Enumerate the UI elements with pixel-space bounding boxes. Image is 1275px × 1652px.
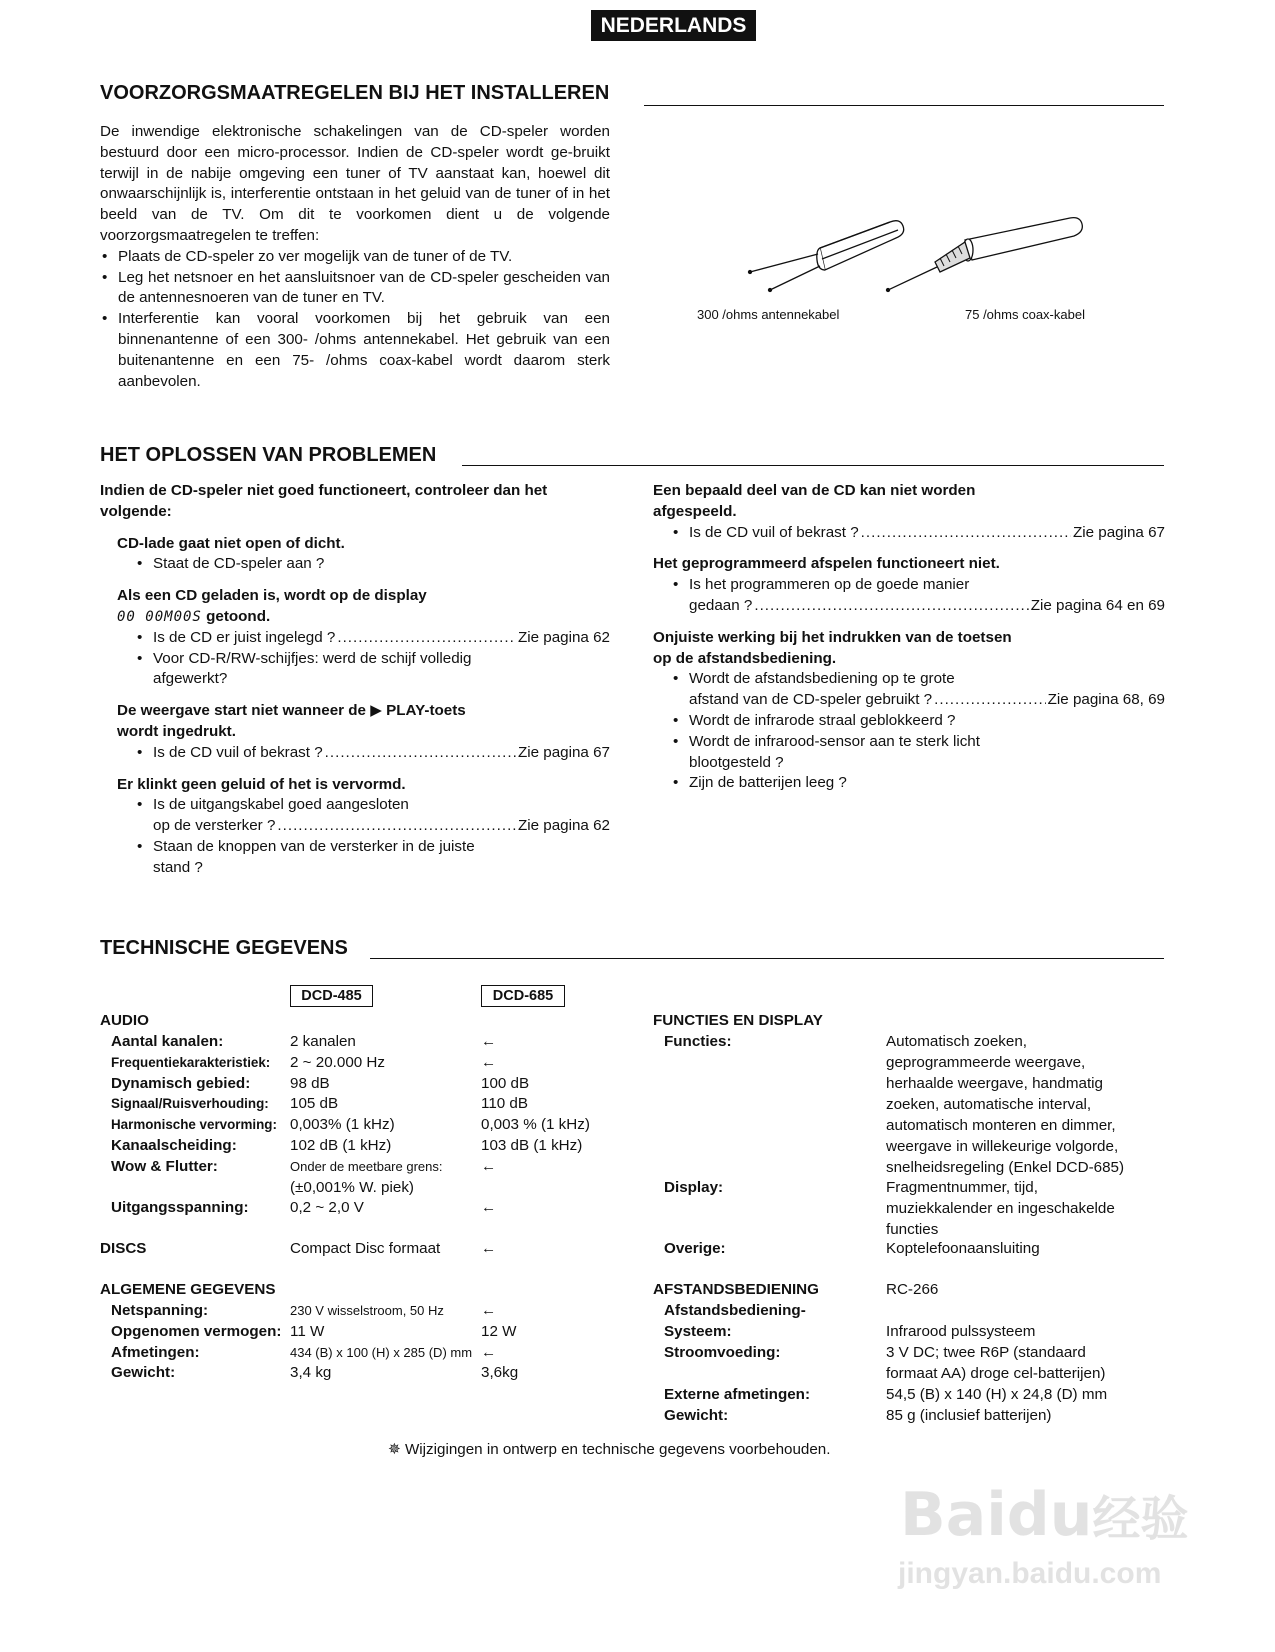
problem-check: • Zijn de batterijen leeg ? bbox=[671, 773, 1165, 794]
spec-value-a: Compact Disc formaat bbox=[290, 1240, 441, 1257]
fig-label-300-ohm: 300 /ohms antennekabel bbox=[697, 307, 840, 322]
spec-value-b: 100 dB bbox=[481, 1074, 530, 1092]
trouble-right-column bbox=[653, 481, 1165, 794]
model-badge-dcd-685: DCD-685 bbox=[481, 985, 565, 1007]
spec-value-a: 2 ~ 20.000 Hz bbox=[290, 1053, 385, 1071]
problem-check bbox=[135, 743, 610, 764]
problem-heading: CD-lade gaat niet open of dicht. bbox=[117, 534, 345, 552]
watermark-cn: 经验 bbox=[1092, 1491, 1189, 1547]
spec-value-b: ← bbox=[481, 1240, 497, 1257]
model-badge-dcd-485: DCD-485 bbox=[290, 985, 373, 1007]
problem-heading: Een bepaald deel van de CD kan niet worden bbox=[653, 482, 976, 499]
section-title-specifications: TECHNISCHE GEGEVENS bbox=[100, 937, 348, 959]
spec-group-audio: AUDIO bbox=[100, 1012, 149, 1029]
watermark-url: jingyan.baidu.com bbox=[898, 1557, 1162, 1590]
spec-value-a: 105 dB bbox=[290, 1095, 339, 1113]
spec-value-remote-system: Infrarood pulssysteem bbox=[886, 1323, 1036, 1340]
footnote: ✵ Wijzigingen in ontwerp en technische gegevens voorbehouden. bbox=[388, 1441, 831, 1458]
spec-value-a: 11 W bbox=[290, 1322, 325, 1340]
problem-heading-cont: wordt ingedrukt. bbox=[117, 722, 236, 740]
check-text: Is de uitgangskabel goed aangesloten bbox=[153, 796, 409, 814]
check-text: Staan de knoppen van de versterker in de juiste bbox=[153, 837, 475, 855]
problem-check bbox=[135, 837, 610, 879]
spec-group-discs: DISCS bbox=[100, 1240, 147, 1257]
spec-value-other: Koptelefoonaansluiting bbox=[886, 1240, 1040, 1257]
leader-dots bbox=[754, 596, 1028, 617]
problem-check bbox=[671, 575, 1165, 617]
problem-check bbox=[135, 649, 610, 691]
spec-label: Afstandsbediening- bbox=[664, 1302, 806, 1319]
spec-group-remote: AFSTANDSBEDIENING bbox=[653, 1281, 819, 1298]
spec-value-a: (±0,001% W. piek) bbox=[290, 1178, 414, 1196]
cable-illustration bbox=[740, 210, 1140, 300]
language-tab: NEDERLANDS bbox=[591, 10, 756, 41]
spec-value-a: 2 kanalen bbox=[290, 1033, 356, 1050]
spec-group-functions: FUNCTIES EN DISPLAY bbox=[653, 1012, 823, 1029]
spec-label: Frequentiekarakteristiek: bbox=[111, 1054, 271, 1070]
spec-value-remote-power bbox=[886, 1342, 1105, 1384]
check-text: • Is de CD er juist ingelegd ? bbox=[153, 628, 336, 646]
lcd-display-readout: 00 00M00S bbox=[117, 608, 202, 625]
spec-value-b: ← bbox=[481, 1157, 497, 1175]
spec-value-display bbox=[886, 1177, 1115, 1240]
check-text-cont: afstand van de CD-speler gebruikt ? bbox=[689, 691, 933, 709]
coax-cable-75-figure bbox=[887, 218, 1083, 292]
spec-label: Externe afmetingen: bbox=[664, 1386, 811, 1403]
problem-heading-tail: getoond. bbox=[206, 607, 271, 625]
spec-row bbox=[111, 1362, 631, 1383]
spec-line: 3 V DC; twee R6P (standaard bbox=[886, 1344, 1086, 1361]
spec-line: snelheidsregeling (Enkel DCD-685) bbox=[886, 1159, 1125, 1176]
spec-line: Fragmentnummer, tijd, bbox=[886, 1179, 1038, 1196]
spec-line: automatisch monteren en dimmer, bbox=[886, 1117, 1116, 1134]
spec-line: formaat AA) droge cel-batterijen) bbox=[886, 1365, 1106, 1382]
spec-table-audio bbox=[111, 1031, 631, 1218]
section-rule bbox=[644, 105, 1164, 106]
problem-heading: De weergave start niet wanneer de ▶ PLAY-toets bbox=[117, 702, 466, 720]
page-reference: Zie pagina 67 bbox=[1072, 523, 1165, 541]
leader-dots bbox=[325, 743, 516, 764]
spec-value-b: 110 dB bbox=[481, 1095, 529, 1113]
spec-label: Wow & Flutter: bbox=[111, 1157, 218, 1175]
spec-value-a: 98 dB bbox=[290, 1074, 330, 1092]
check-text-cont: op de versterker ? bbox=[153, 817, 276, 835]
spec-value-a: 3,4 kg bbox=[290, 1364, 332, 1382]
page-reference: Zie pagina 62 bbox=[517, 628, 610, 646]
spec-row bbox=[111, 1073, 631, 1094]
spec-value-a: Onder de meetbare grens: bbox=[290, 1158, 443, 1174]
leader-dots bbox=[861, 523, 1071, 544]
check-text: Wordt de afstandsbediening op te grote bbox=[689, 670, 955, 688]
spec-row bbox=[111, 1300, 631, 1321]
spec-line: herhaalde weergave, handmatig bbox=[886, 1075, 1103, 1092]
spec-value-b: 103 dB (1 kHz) bbox=[481, 1136, 583, 1154]
install-bullet: • Interferentie kan vooral voorkomen bij het gebruik van een binnenantenne of een 300- /ohms antennekabel. Het gebruik van een buitenantenne en een 75- /ohms coax-kabel wordt daarom sterk aanbevolen. bbox=[100, 309, 610, 392]
problem-check: • Staat de CD-speler aan ? bbox=[135, 554, 610, 575]
spec-row bbox=[111, 1031, 631, 1052]
check-text-cont: gedaan ? bbox=[689, 596, 753, 614]
spec-row bbox=[111, 1321, 631, 1342]
trouble-intro: Indien de CD-speler niet goed functioneert, controleer dan het volgende: bbox=[100, 482, 548, 520]
spec-label: Display: bbox=[664, 1179, 724, 1196]
spec-value-remote-model: RC-266 bbox=[886, 1281, 939, 1298]
spec-label: Opgenomen vermogen: bbox=[111, 1322, 282, 1340]
spec-label: Harmonische vervorming: bbox=[111, 1117, 277, 1133]
spec-line: zoeken, automatische interval, bbox=[886, 1096, 1092, 1113]
spec-row bbox=[111, 1177, 631, 1198]
page-reference: Zie pagina 67 bbox=[517, 743, 610, 761]
spec-value-a: 0,2 ~ 2,0 V bbox=[290, 1199, 364, 1217]
spec-line: functies bbox=[886, 1221, 939, 1238]
spec-row bbox=[111, 1114, 631, 1135]
spec-label: Gewicht: bbox=[664, 1407, 729, 1424]
spec-value-b: ← bbox=[481, 1053, 497, 1071]
leader-dots bbox=[337, 628, 516, 649]
section-title-installation: VOORZORGSMAATREGELEN BIJ HET INSTALLEREN bbox=[100, 82, 610, 104]
spec-row bbox=[111, 1197, 631, 1218]
spec-value-b: 12 W bbox=[481, 1322, 517, 1340]
problem-heading-cont: op de afstandsbediening. bbox=[653, 649, 837, 667]
spec-label: Uitgangsspanning: bbox=[111, 1199, 249, 1217]
problem-heading-cont bbox=[100, 607, 610, 628]
problem-heading: Onjuiste werking bij het indrukken van de toetsen bbox=[653, 628, 1012, 646]
check-text-cont: afgewerkt? bbox=[153, 670, 228, 688]
spec-table-general bbox=[111, 1300, 631, 1383]
spec-value-a: 102 dB (1 kHz) bbox=[290, 1136, 392, 1154]
check-text: • Is de CD vuil of bekrast ? bbox=[153, 743, 323, 761]
check-text: • Is de CD vuil of bekrast ? bbox=[689, 523, 859, 541]
spec-value-b: ← bbox=[481, 1199, 497, 1217]
check-text: Wordt de infrarood-sensor aan te sterk licht bbox=[689, 732, 980, 750]
spec-label: Functies: bbox=[664, 1033, 732, 1050]
trouble-left-column bbox=[100, 481, 610, 879]
spec-value-remote-weight: 85 g (inclusief batterijen) bbox=[886, 1407, 1052, 1424]
spec-value-b: ← bbox=[481, 1033, 497, 1050]
spec-value-b: ← bbox=[481, 1302, 497, 1319]
spec-line: geprogrammeerde weergave, bbox=[886, 1054, 1086, 1071]
spec-value-a: 0,003% (1 kHz) bbox=[290, 1116, 395, 1134]
problem-check bbox=[135, 628, 610, 649]
page-reference: Zie pagina 64 en 69 bbox=[1030, 596, 1165, 614]
page-reference: Zie pagina 62 bbox=[517, 817, 610, 835]
spec-value-b: ← bbox=[481, 1343, 497, 1361]
problem-heading: Als een CD geladen is, wordt op de display bbox=[117, 587, 427, 605]
watermark-brand-2: du bbox=[1006, 1480, 1093, 1550]
section-rule bbox=[462, 465, 1164, 466]
spec-label: Systeem: bbox=[664, 1323, 732, 1340]
check-text: Is het programmeren op de goede manier bbox=[689, 576, 970, 594]
install-bullet: • Plaats de CD-speler zo ver mogelijk van de tuner of de TV. bbox=[100, 247, 610, 268]
watermark-logo bbox=[900, 1480, 1188, 1550]
section-rule bbox=[370, 958, 1164, 959]
check-text: Voor CD-R/RW-schijfjes: werd de schijf volledig bbox=[153, 649, 472, 667]
spec-value-b: 0,003 % (1 kHz) bbox=[481, 1116, 590, 1134]
spec-line: muziekkalender en ingeschakelde bbox=[886, 1200, 1115, 1217]
spec-row bbox=[111, 1135, 631, 1156]
spec-label: Overige: bbox=[664, 1240, 726, 1257]
spec-row bbox=[111, 1156, 631, 1177]
check-text-cont: blootgesteld ? bbox=[689, 753, 784, 771]
spec-value-remote-dimensions: 54,5 (B) x 140 (H) x 24,8 (D) mm bbox=[886, 1386, 1108, 1403]
spec-label: Netspanning: bbox=[111, 1302, 209, 1319]
problem-check bbox=[135, 795, 610, 837]
spec-label: Signaal/Ruisverhouding: bbox=[111, 1096, 269, 1112]
problem-heading: Het geprogrammeerd afspelen functioneert niet. bbox=[653, 555, 1000, 573]
problem-check bbox=[671, 669, 1165, 711]
spec-label: Dynamisch gebied: bbox=[111, 1074, 251, 1092]
problem-heading: Er klinkt geen geluid of het is vervormd. bbox=[117, 775, 406, 793]
watermark-brand: Bai bbox=[900, 1480, 1007, 1550]
leader-dots bbox=[934, 690, 1045, 711]
section-title-troubleshooting: HET OPLOSSEN VAN PROBLEMEN bbox=[100, 444, 437, 466]
spec-group-general: ALGEMENE GEGEVENS bbox=[100, 1281, 276, 1298]
spec-value-functions bbox=[886, 1031, 1124, 1178]
spec-label: Aantal kanalen: bbox=[111, 1033, 224, 1050]
check-text-cont: stand ? bbox=[153, 858, 203, 876]
spec-line: Automatisch zoeken, bbox=[886, 1033, 1027, 1050]
antenna-cable-300-figure bbox=[749, 221, 904, 292]
problem-heading-cont: afgespeeld. bbox=[653, 502, 737, 520]
spec-label: Stroomvoeding: bbox=[664, 1344, 781, 1361]
problem-check bbox=[671, 732, 1165, 774]
fig-label-75-ohm: 75 /ohms coax-kabel bbox=[965, 307, 1085, 322]
install-intro: De inwendige elektronische schakelingen van de CD-speler worden bestuurd door een micro-processor. Indien de CD-speler wordt ge-bruikt terwijl in de nabije omgeving een tuner of TV aanstaat kan, hoewel dit onwaarschijnlijk is, interferentie ontstaan in het geluid van de tuner of in het beeld van de TV. Om dit te voorkomen dient u de volgende voorzorgsmaatregelen te treffen: bbox=[100, 123, 610, 244]
spec-value-b: 3,6kg bbox=[481, 1364, 519, 1382]
install-bullet: • Leg het netsnoer en het aansluitsnoer van de CD-speler gescheiden van de antennesnoeren van de tuner en TV. bbox=[100, 268, 610, 310]
spec-value-a: 434 (B) x 100 (H) x 285 (D) mm bbox=[290, 1344, 473, 1360]
problem-check: • Wordt de infrarode straal geblokkeerd ? bbox=[671, 711, 1165, 732]
spec-value-a: 230 V wisselstroom, 50 Hz bbox=[290, 1303, 444, 1318]
spec-label: Kanaalscheiding: bbox=[111, 1136, 237, 1154]
install-text bbox=[100, 122, 610, 392]
spec-label: Afmetingen: bbox=[111, 1343, 200, 1361]
spec-row bbox=[111, 1342, 631, 1363]
spec-line: weergave in willekeurige volgorde, bbox=[886, 1138, 1119, 1155]
problem-check bbox=[671, 523, 1165, 544]
spec-label: Gewicht: bbox=[111, 1364, 176, 1382]
spec-row bbox=[111, 1093, 631, 1114]
leader-dots bbox=[277, 816, 516, 837]
spec-row bbox=[111, 1052, 631, 1073]
page-reference: Zie pagina 68, 69 bbox=[1047, 691, 1165, 709]
